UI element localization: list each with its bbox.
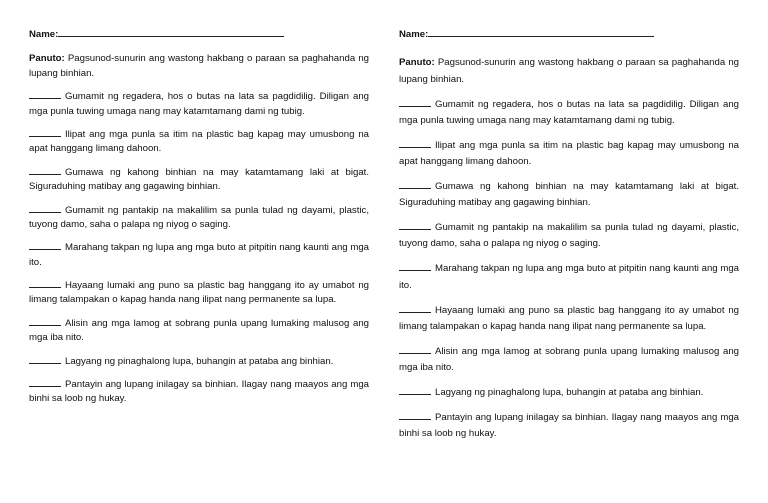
answer-blank xyxy=(29,211,61,213)
answer-blank xyxy=(29,248,61,250)
step-item: Hayaang lumaki ang puno sa plastic bag hanggang ito ay umabot ng limang talampakan o kapag handa nang ilipat nang permanente sa lupa. xyxy=(399,304,739,332)
step-item: Pantayin ang lupang inilagay sa binhian. Ilagay nang maayos ang mga binhi sa loob ng hukay. xyxy=(399,412,739,440)
worksheet-left xyxy=(29,0,369,407)
step-item: Alisin ang mga lamog at sobrang punla upang lumaking malusog ang mga iba nito. xyxy=(399,345,739,374)
answer-blank xyxy=(29,173,61,175)
step-item: Gumawa ng kahong binhian na may katamtamang laki at bigat. Siguraduhing matibay ang gagawing binhian. xyxy=(29,166,369,193)
worksheet-right xyxy=(399,0,739,442)
answer-blank xyxy=(399,105,431,107)
step-item: Alisin ang mga lamog at sobrang punla upang lumaking malusog ang mga iba nito. xyxy=(29,317,369,344)
panuto-text: Pagsunod-sunurin ang wastong hakbang o paraan sa paghahanda ng lupang binhian. xyxy=(29,53,369,79)
step-item: Gumawa ng kahong binhian na may katamtamang laki at bigat. Siguraduhing matibay ang gagawing binhian. xyxy=(399,181,739,209)
answer-blank xyxy=(399,228,431,230)
step-item: Hayaang lumaki ang puno sa plastic bag hanggang ito ay umabot ng limang talampakan o kapag handa nang ilipat nang permanente sa lupa. xyxy=(29,280,369,306)
panuto-text: Pagsunod-sunurin ang wastong hakbang o paraan sa paghahanda ng lupang binhian. xyxy=(399,57,739,85)
step-item: Ilipat ang mga punla sa itim na plastic bag kapag may umusbong na apat hanggang limang dahoon. xyxy=(399,139,739,167)
name-field xyxy=(399,28,739,42)
name-label: Name: xyxy=(399,29,429,40)
answer-blank xyxy=(399,187,431,189)
step-item: Ilipat ang mga punla sa itim na plastic bag kapag may umusbong na apat hanggang limang dahoon. xyxy=(29,128,369,155)
name-line xyxy=(428,35,654,37)
panuto-label: Panuto: xyxy=(399,57,435,69)
answer-blank xyxy=(399,146,431,148)
answer-blank xyxy=(29,286,61,288)
name-line xyxy=(58,35,284,37)
step-item: Gumamit ng pantakip na makalilim sa punla tulad ng dayami, plastic, tuyong damo, saha o palapa ng niyog o saging. xyxy=(29,204,369,230)
answer-blank xyxy=(29,362,61,364)
answer-blank xyxy=(399,393,431,395)
panuto xyxy=(399,55,739,87)
step-item: Gumamit ng regadera, hos o butas na lata sa pagdidilig. Diligan ang mga punla tuwing umaga nang may katamtamang dami ng tubig. xyxy=(399,98,739,126)
step-item: Lagyang ng pinaghalong lupa, buhangin at pataba ang binhian. xyxy=(399,385,739,401)
panuto xyxy=(29,52,369,81)
step-item: Gumamit ng regadera, hos o butas na lata sa pagdidilig. Diligan ang mga punla tuwing umaga nang may katamtamang dami ng tubig. xyxy=(29,91,369,117)
step-item: Marahang takpan ng lupa ang mga buto at pitpitin nang kaunti ang mga ito. xyxy=(29,242,369,268)
answer-blank xyxy=(29,135,61,137)
name-field xyxy=(29,28,369,42)
answer-blank xyxy=(399,311,431,313)
step-item: Marahang takpan ng lupa ang mga buto at pitpitin nang kaunti ang mga ito. xyxy=(399,263,739,291)
step-item: Gumamit ng pantakip na makalilim sa punla tulad ng dayami, plastic, tuyong damo, saha o palapa ng niyog o saging. xyxy=(399,222,739,250)
step-item: Pantayin ang lupang inilagay sa binhian. Ilagay nang maayos ang mga binhi sa loob ng hukay. xyxy=(29,379,369,405)
answer-blank xyxy=(29,97,61,99)
answer-blank xyxy=(29,324,61,326)
answer-blank xyxy=(399,352,431,354)
step-item: Lagyang ng pinaghalong lupa, buhangin at pataba ang binhian. xyxy=(29,355,369,369)
panuto-label: Panuto: xyxy=(29,53,65,65)
answer-blank xyxy=(399,269,431,271)
answer-blank xyxy=(399,418,431,420)
name-label: Name: xyxy=(29,29,59,40)
answer-blank xyxy=(29,385,61,387)
